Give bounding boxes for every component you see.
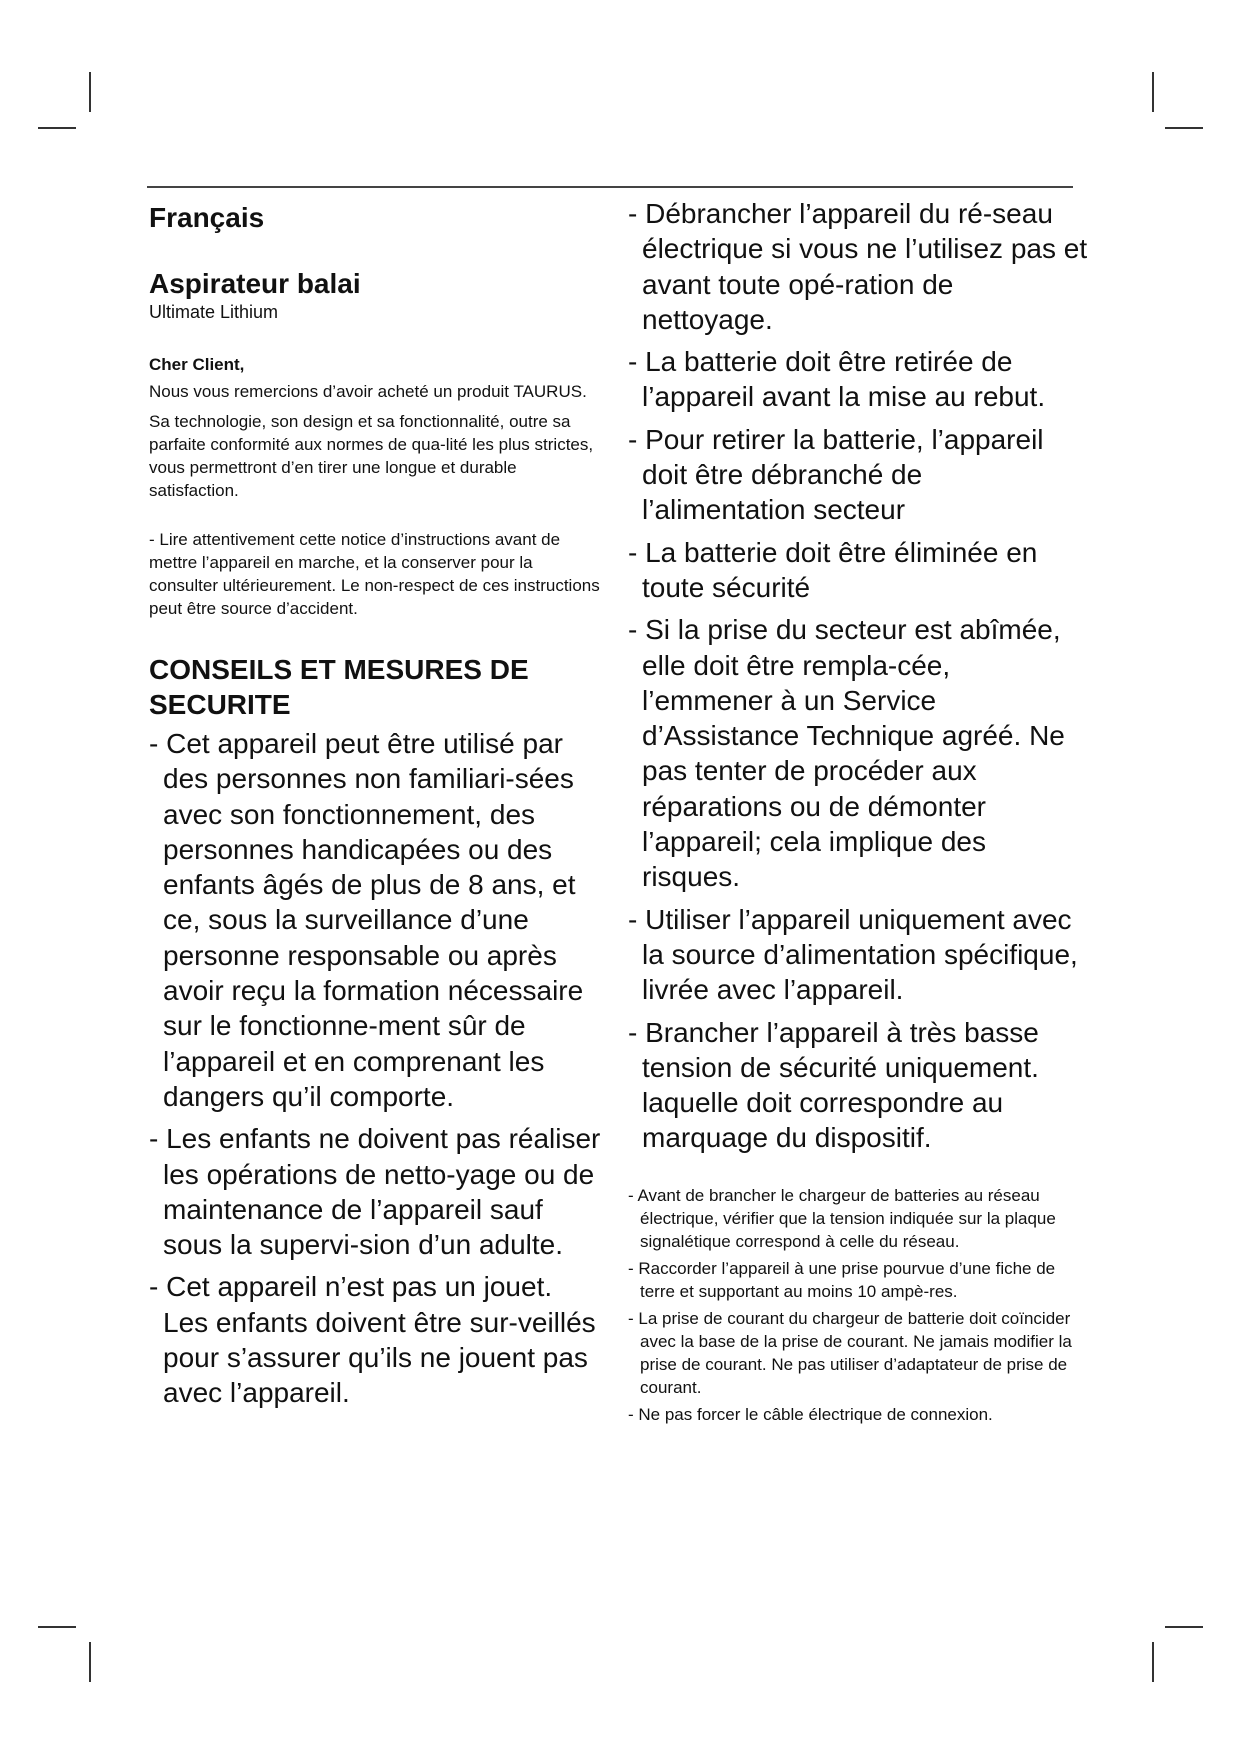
crop-mark-top-left-horizontal (38, 127, 76, 129)
charger-safety-item: - Raccorder l’appareil à une prise pourvue d’une fiche de terre et supportant au moins 10 ampè-res. (628, 1258, 1056, 1301)
safety-item: - La batterie doit être éliminée en toute sécurité (628, 536, 1038, 603)
product-model: Ultimate Lithium (149, 302, 279, 322)
header-rule (147, 186, 1073, 188)
intro-paragraph: Sa technologie, son design et sa fonctionnalité, outre sa parfaite conformité aux normes de qua-lité les plus strictes, vous permettront d’en tirer une longue et durable satisfaction. (149, 412, 594, 500)
safety-section-title: CONSEILS ET MESURES DE SECURITE (149, 654, 529, 720)
crop-mark-top-left-vertical (89, 72, 91, 112)
charger-safety-list (628, 1184, 1088, 1426)
safety-list-left (149, 726, 601, 1411)
safety-item: - La batterie doit être retirée de l’appareil avant la mise au rebut. (628, 346, 1046, 413)
product-title: Aspirateur balai (149, 268, 361, 299)
charger-safety-item: - Avant de brancher le chargeur de batteries au réseau électrique, vérifier que la tension indiquée sur la plaque signalétique correspond à celle du réseau. (628, 1185, 1056, 1251)
crop-mark-top-right-horizontal (1165, 127, 1203, 129)
safety-item: - Débrancher l’appareil du ré-seau électrique si vous ne l’utilisez pas et avant toute opé-ration de nettoyage. (628, 198, 1088, 335)
crop-mark-bottom-left-horizontal (38, 1626, 76, 1628)
language-heading: Français (149, 202, 265, 233)
charger-safety-item: - Ne pas forcer le câble électrique de connexion. (628, 1404, 993, 1424)
greeting: Cher Client, (149, 355, 245, 374)
left-column (149, 196, 601, 1418)
safety-item: - Cet appareil peut être utilisé par des personnes non familiari-sées avec son fonctionnement, des personnes handicapées ou des enfants âgés de plus de 8 ans, et ce, sous la surveillance d’une personne responsable ou après avoir reçu la formation nécessaire sur le fonctionne-ment sûr de l’appareil et en comprenant les dangers qu’il comporte. (149, 728, 584, 1112)
safety-item: - Utiliser l’appareil uniquement avec la source d’alimentation spécifique, livrée avec l’appareil. (628, 903, 1078, 1006)
safety-item: - Brancher l’appareil à très basse tension de sécurité uniquement. laquelle doit correspondre au marquage du dispositif. (628, 1016, 1039, 1154)
instructions-notice: - Lire attentivement cette notice d’instructions avant de mettre l’appareil en marche, et la conserver pour la consulter ultérieurement. Le non-respect de ces instructions peut être source d’accident. (149, 530, 600, 618)
crop-mark-bottom-right-vertical (1152, 1642, 1154, 1682)
crop-mark-top-right-vertical (1152, 72, 1154, 112)
crop-mark-bottom-left-vertical (89, 1642, 91, 1682)
safety-list-right (628, 196, 1088, 1156)
charger-safety-item: - La prise de courant du chargeur de batterie doit coïncider avec la base de la prise de courant. Ne jamais modifier la prise de courant. Ne pas utiliser d’adaptateur de prise de courant. (628, 1308, 1072, 1397)
crop-mark-bottom-right-horizontal (1165, 1626, 1203, 1628)
right-column (628, 196, 1088, 1430)
safety-item: - Cet appareil n’est pas un jouet. Les enfants doivent être sur-veillés pour s’assurer qu’ils ne jouent pas avec l’appareil. (149, 1271, 596, 1409)
intro-paragraph: Nous vous remercions d’avoir acheté un produit TAURUS. (149, 382, 587, 401)
safety-item: - Les enfants ne doivent pas réaliser les opérations de netto-yage ou de maintenance de l’appareil sauf sous la supervi-sion d’un adulte. (149, 1123, 601, 1261)
safety-item: - Pour retirer la batterie, l’appareil doit être débranché de l’alimentation secteur (628, 423, 1044, 526)
safety-item: - Si la prise du secteur est abîmée, elle doit être rempla-cée, l’emmener à un Service d’Assistance Technique agréé. Ne pas tenter de procéder aux réparations ou de démonter l’appareil; cela implique des risques. (628, 614, 1065, 893)
